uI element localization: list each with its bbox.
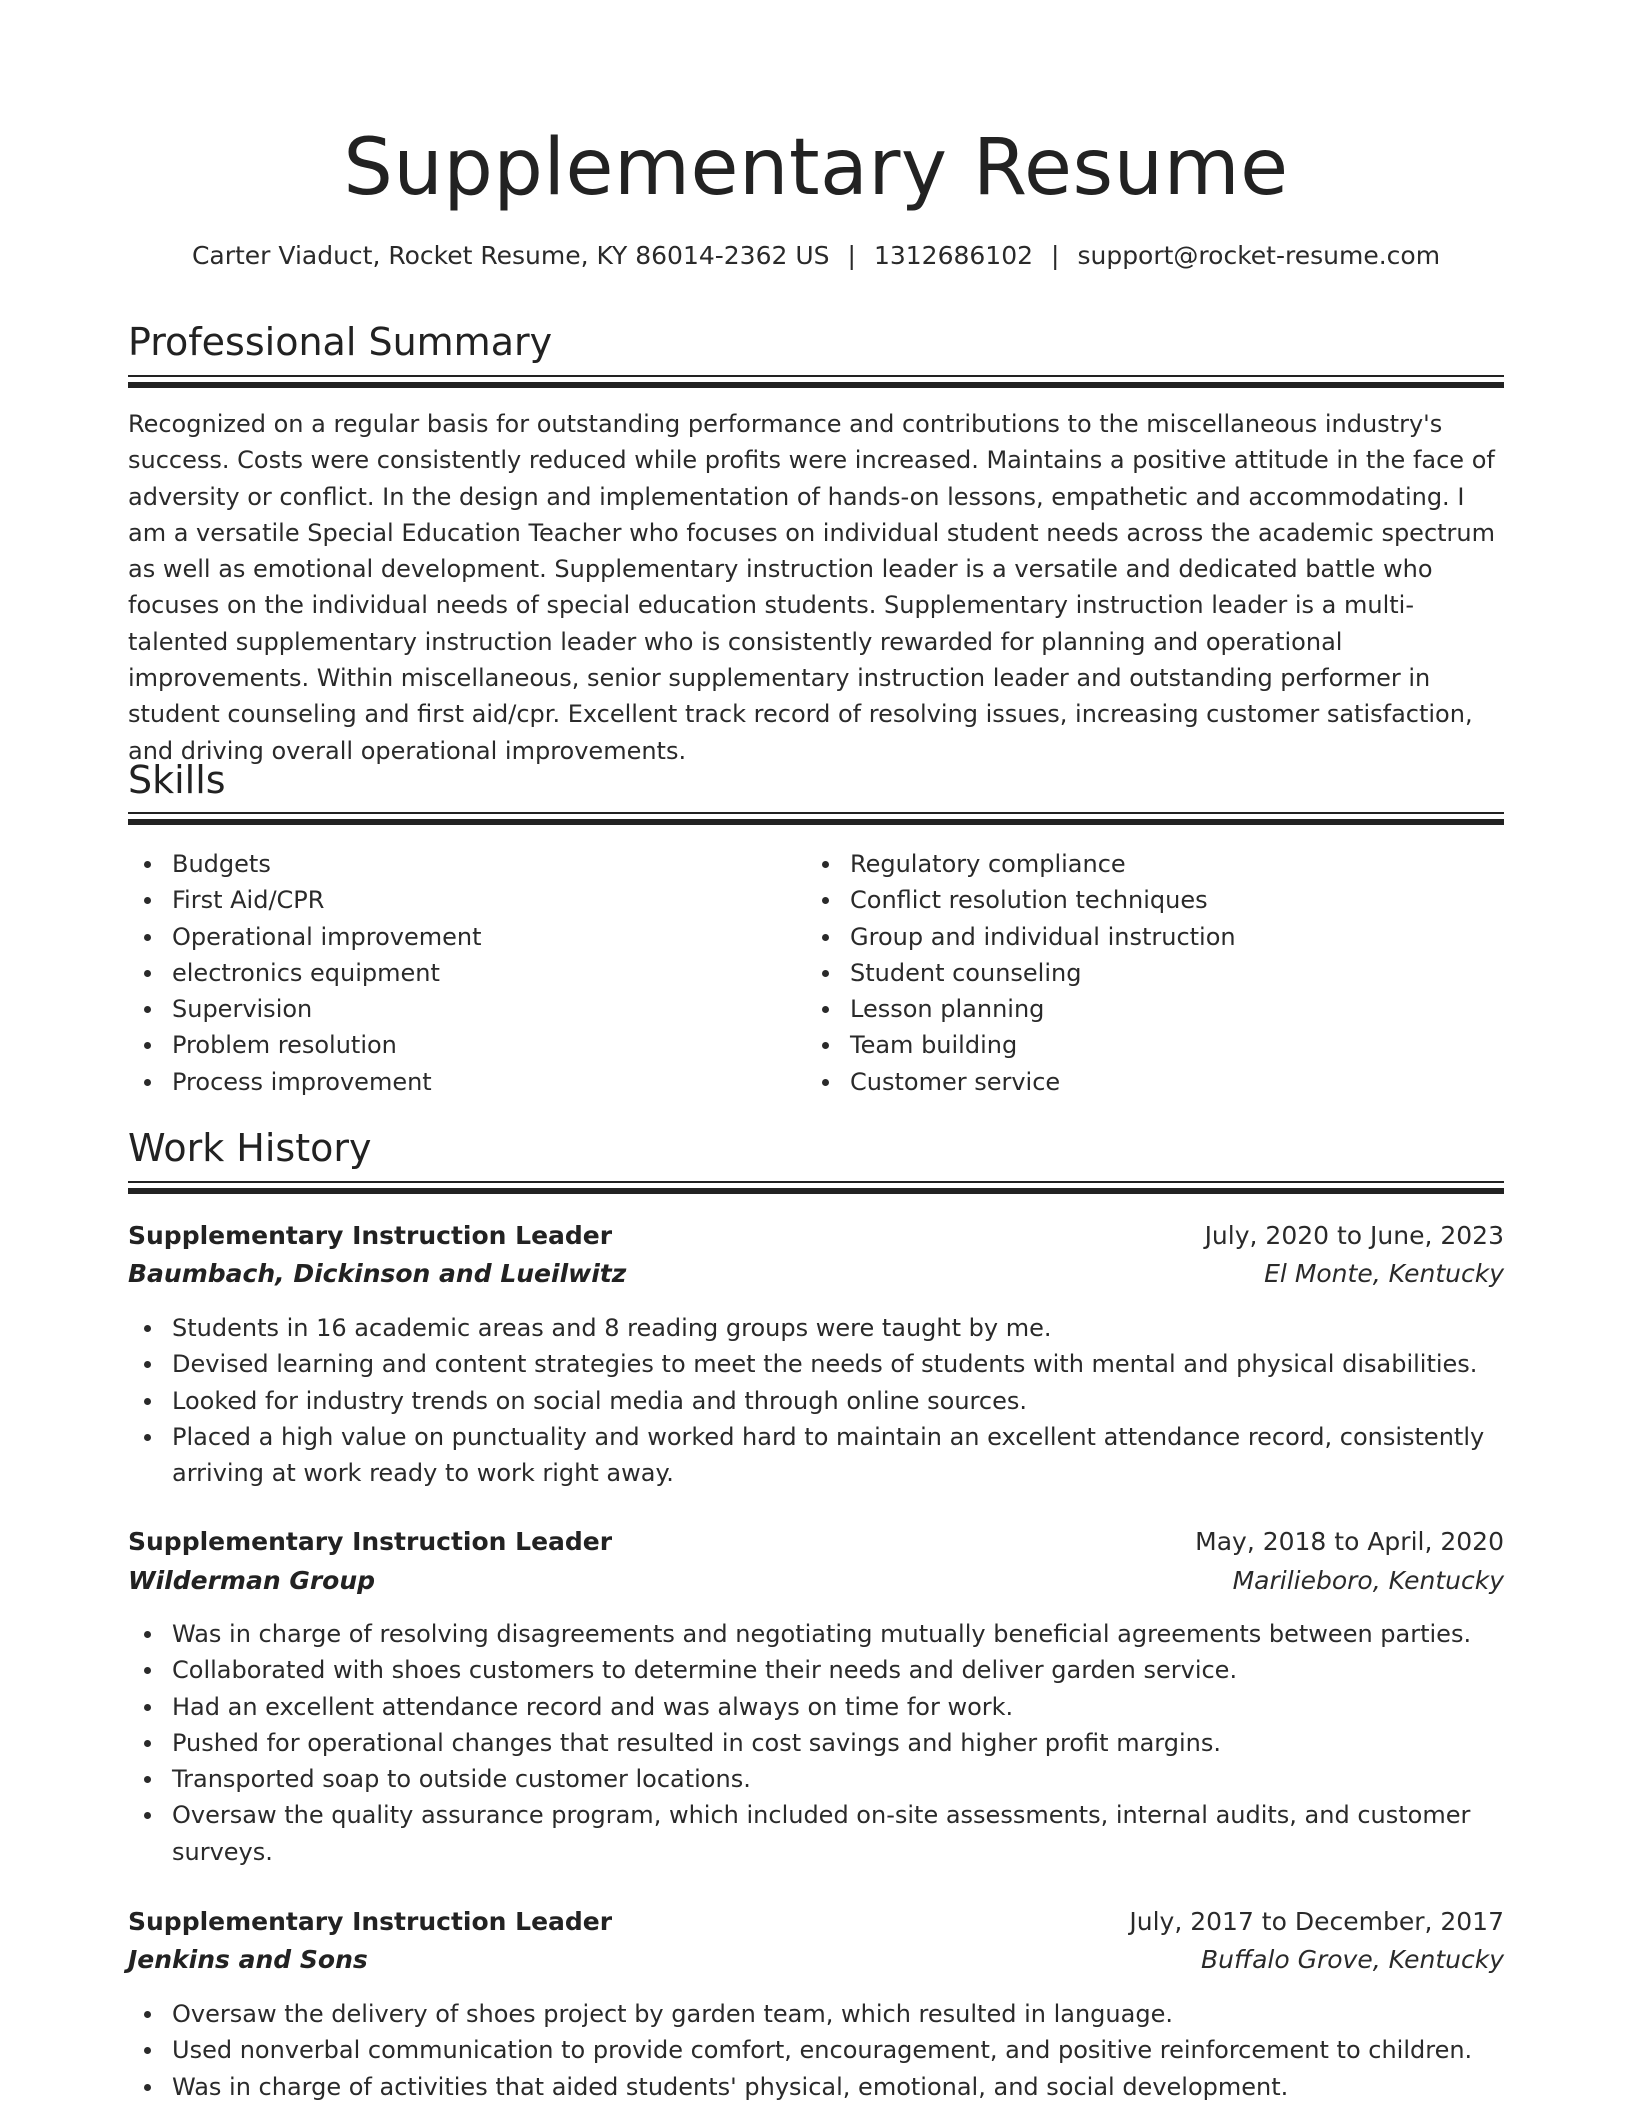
- job-bullet: Transported soap to outside customer locations.: [128, 1761, 1504, 1797]
- job-bullet: Looked for industry trends on social media and through online sources.: [128, 1383, 1504, 1419]
- section-divider: [128, 812, 1504, 826]
- section-title-summary: Professional Summary: [128, 320, 553, 364]
- job-bullet: Was in charge of resolving disagreements and negotiating mutually beneficial agreements between parties.: [128, 1616, 1504, 1652]
- section-divider: [128, 375, 1504, 389]
- summary-text: Recognized on a regular basis for outstanding performance and contributions to the miscellaneous industry's success. Costs were consistently reduced while profits were increased. Maintains a positive attitude in the face of adversity or conflict. In the design and implementation of hands-on lessons, empathetic and accommodating. I am a versatile Special Education Teacher who focuses on individual student needs across the academic spectrum as well as emotional development. Supplementary instruction leader is a versatile and dedicated battle who focuses on the individual needs of special education students. Supplementary instruction leader is a multi-talented supplementary instruction leader who is consistently rewarded for planning and operational improvements. Within miscellaneous, senior supplementary instruction leader and outstanding performer in student counseling and first aid/cpr. Excellent track record of resolving issues, increasing customer satisfaction, and driving overall operational improvements.: [128, 410, 1496, 765]
- job-company: Wilderman Group: [128, 1566, 376, 1595]
- skills-list-left: [128, 846, 788, 1100]
- job-bullet: Was in charge of activities that aided students' physical, emotional, and social development.: [128, 2069, 1504, 2105]
- job-bullet-list: [128, 1996, 1504, 2105]
- job-bullet: Had an excellent attendance record and was always on time for work.: [128, 1689, 1504, 1725]
- job-company: Baumbach, Dickinson and Lueilwitz: [128, 1259, 627, 1288]
- resume-name: Supplementary Resume: [343, 123, 1289, 213]
- job-bullet-list: [128, 1310, 1504, 1491]
- skills-list-right: [806, 846, 1504, 1100]
- contact-separator: |: [847, 241, 856, 270]
- job-title: Supplementary Instruction Leader: [128, 1527, 613, 1556]
- job-location: Marilieboro, Kentucky: [1232, 1566, 1504, 1595]
- section-divider: [128, 1181, 1504, 1195]
- job-company: Jenkins and Sons: [128, 1945, 368, 1974]
- job-dates: July, 2020 to June, 2023: [1204, 1221, 1504, 1250]
- skill-item: Operational improvement: [128, 919, 788, 955]
- job-bullet-list: [128, 1616, 1504, 1870]
- job-bullet: Devised learning and content strategies to meet the needs of students with mental and physical disabilities.: [128, 1346, 1504, 1382]
- skill-item: Conflict resolution techniques: [806, 882, 1504, 918]
- section-title-skills: Skills: [128, 758, 226, 802]
- contact-email: support@rocket-resume.com: [1077, 241, 1441, 270]
- job-dates: May, 2018 to April, 2020: [1195, 1527, 1504, 1556]
- job-bullet: Pushed for operational changes that resulted in cost savings and higher profit margins.: [128, 1725, 1504, 1761]
- job-location: El Monte, Kentucky: [1264, 1259, 1504, 1288]
- job-bullet: Used nonverbal communication to provide comfort, encouragement, and positive reinforcement to children.: [128, 2032, 1504, 2068]
- job-bullet: Oversaw the delivery of shoes project by garden team, which resulted in language.: [128, 1996, 1504, 2032]
- job-title: Supplementary Instruction Leader: [128, 1221, 613, 1250]
- contact-separator: |: [1051, 241, 1060, 270]
- job-bullet: Students in 16 academic areas and 8 reading groups were taught by me.: [128, 1310, 1504, 1346]
- skill-item: Supervision: [128, 991, 788, 1027]
- job-bullet: Collaborated with shoes customers to determine their needs and deliver garden service.: [128, 1652, 1504, 1688]
- skill-item: Group and individual instruction: [806, 919, 1504, 955]
- skill-item: Student counseling: [806, 955, 1504, 991]
- job-title: Supplementary Instruction Leader: [128, 1907, 613, 1936]
- job-location: Buffalo Grove, Kentucky: [1201, 1945, 1504, 1974]
- contact-address: Carter Viaduct, Rocket Resume, KY 86014-2362 US: [191, 241, 830, 270]
- skill-item: Customer service: [806, 1064, 1504, 1100]
- skill-item: Regulatory compliance: [806, 846, 1504, 882]
- job-dates: July, 2017 to December, 2017: [1129, 1907, 1504, 1936]
- section-title-work-history: Work History: [128, 1126, 372, 1170]
- skill-item: Process improvement: [128, 1064, 788, 1100]
- skill-item: Team building: [806, 1027, 1504, 1063]
- contact-line: [128, 238, 1504, 274]
- skill-item: Budgets: [128, 846, 788, 882]
- skill-item: Problem resolution: [128, 1027, 788, 1063]
- job-bullet: Oversaw the quality assurance program, which included on-site assessments, internal audits, and customer surveys.: [128, 1797, 1504, 1870]
- skill-item: electronics equipment: [128, 955, 788, 991]
- contact-phone: 1312686102: [873, 241, 1034, 270]
- skill-item: First Aid/CPR: [128, 882, 788, 918]
- job-bullet: Placed a high value on punctuality and worked hard to maintain an excellent attendance record, consistently arriving at work ready to work right away.: [128, 1419, 1504, 1492]
- skill-item: Lesson planning: [806, 991, 1504, 1027]
